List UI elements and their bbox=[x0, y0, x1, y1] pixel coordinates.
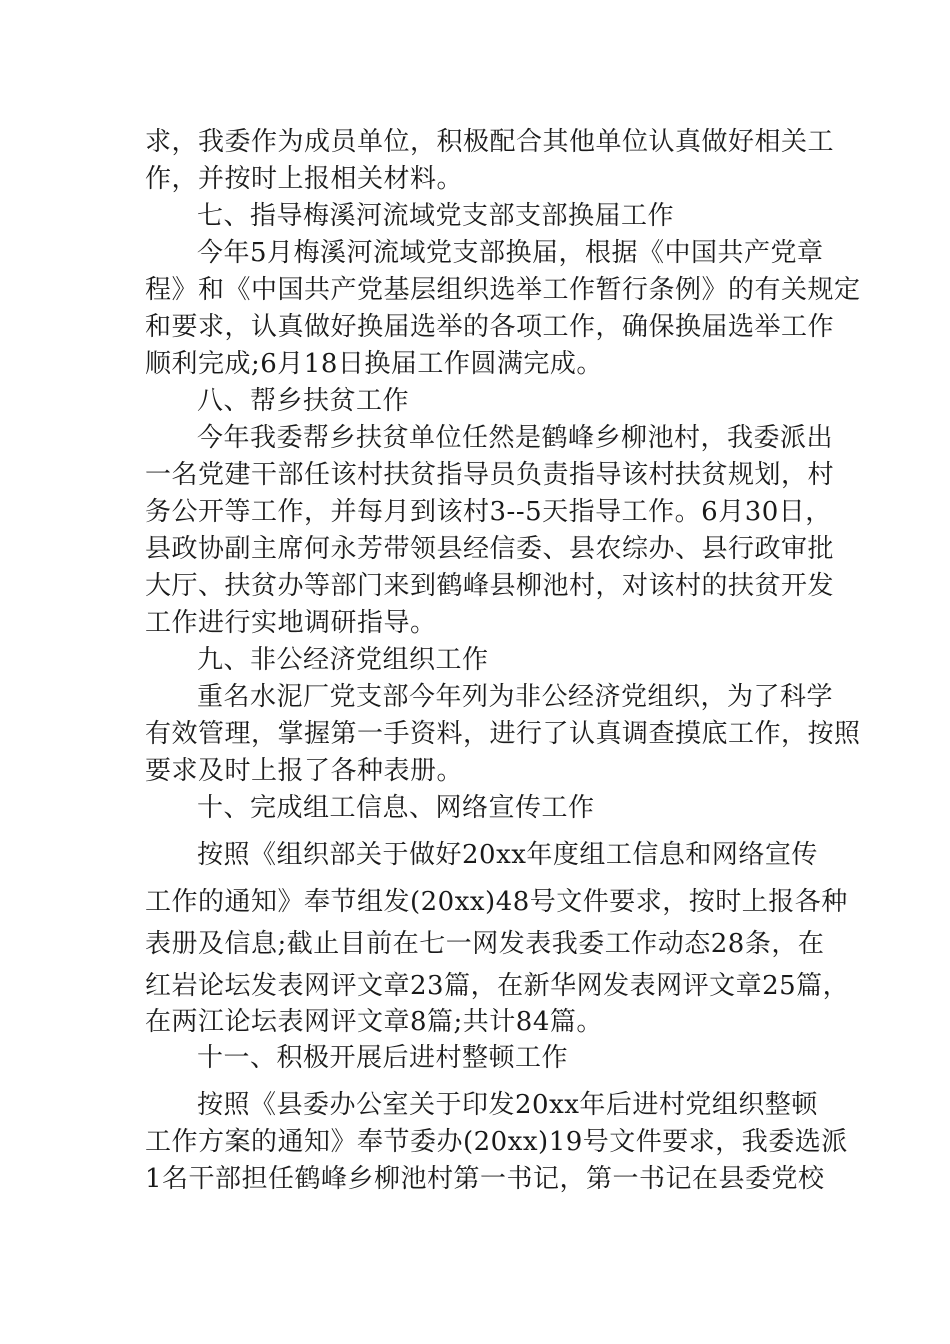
body-text-line: 一名党建干部任该村扶贫指导员负责指导该村扶贫规划，村 bbox=[145, 460, 835, 490]
body-text-line: 县政协副主席何永芳带领县经信委、县农综办、县行政审批 bbox=[145, 534, 835, 564]
body-text-line: 红岩论坛发表网评文章23篇，在新华网发表网评文章25篇， bbox=[145, 971, 850, 1001]
body-text-line: 重名水泥厂党支部今年列为非公经济党组织，为了科学 bbox=[197, 682, 834, 712]
body-text-line: 工作方案的通知》奉节委办(20xx)19号文件要求，我委选派 bbox=[145, 1127, 848, 1157]
body-text-line: 今年5月梅溪河流域党支部换届，根据《中国共产党章 bbox=[197, 238, 824, 268]
body-text-line: 和要求，认真做好换届选举的各项工作，确保换届选举工作 bbox=[145, 312, 835, 342]
section-heading: 八、帮乡扶贫工作 bbox=[197, 386, 410, 416]
section-heading: 十、完成组工信息、网络宣传工作 bbox=[197, 793, 595, 823]
section-heading: 九、非公经济党组织工作 bbox=[197, 645, 489, 675]
body-text-line: 按照《组织部关于做好20xx年度组工信息和网络宣传 bbox=[197, 840, 818, 870]
body-text-line: 作，并按时上报相关材料。 bbox=[145, 164, 464, 194]
body-text-line: 工作的通知》奉节组发(20xx)48号文件要求，按时上报各种 bbox=[145, 887, 848, 917]
body-text-line: 在两江论坛表网评文章8篇;共计84篇。 bbox=[145, 1007, 603, 1037]
body-text-line: 1名干部担任鹤峰乡柳池村第一书记，第一书记在县委党校 bbox=[145, 1164, 825, 1194]
section-heading: 七、指导梅溪河流域党支部支部换届工作 bbox=[197, 201, 675, 231]
body-text-line: 有效管理，掌握第一手资料，进行了认真调查摸底工作，按照 bbox=[145, 719, 861, 749]
body-text-line: 按照《县委办公室关于印发20xx年后进村党组织整顿 bbox=[197, 1090, 818, 1120]
body-text-line: 要求及时上报了各种表册。 bbox=[145, 756, 464, 786]
body-text-line: 顺利完成;6月18日换届工作圆满完成。 bbox=[145, 349, 603, 379]
body-text-line: 程》和《中国共产党基层组织选举工作暂行条例》的有关规定 bbox=[145, 275, 861, 305]
section-heading: 十一、积极开展后进村整顿工作 bbox=[197, 1043, 569, 1073]
body-text-line: 务公开等工作，并每月到该村3--5天指导工作。6月30日， bbox=[145, 497, 832, 527]
body-text-line: 求，我委作为成员单位，积极配合其他单位认真做好相关工 bbox=[145, 127, 835, 157]
body-text-line: 表册及信息;截止目前在七一网发表我委工作动态28条，在 bbox=[145, 929, 825, 959]
body-text-line: 工作进行实地调研指导。 bbox=[145, 608, 437, 638]
body-text-line: 大厅、扶贫办等部门来到鹤峰县柳池村，对该村的扶贫开发 bbox=[145, 571, 835, 601]
body-text-line: 今年我委帮乡扶贫单位任然是鹤峰乡柳池村，我委派出 bbox=[197, 423, 834, 453]
